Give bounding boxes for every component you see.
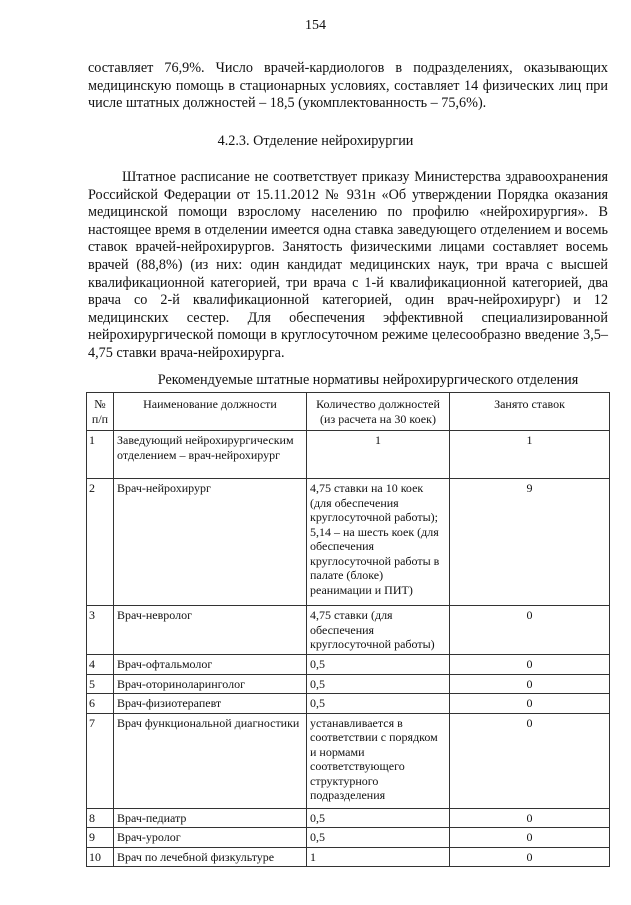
row-no: 9 bbox=[87, 828, 114, 848]
table-row bbox=[87, 479, 610, 606]
row-taken: 0 bbox=[450, 655, 610, 675]
table-row bbox=[87, 828, 610, 848]
main-paragraph: Штатное расписание не соответствует приказу Министерства здравоохранения Российской Федерации от 15.11.2012 № 931н «Об утверждении Порядка оказания медицинской помощи взрослому населению по профилю «нейрохирургия». В настоящее время в отделении имеется одна ставка заведующего отделением и восемь ставок врачей-нейрохирургов. Занятость физическими лицами составляет восемь врачей (88,8%) (из них: один кандидат медицинских наук, три врача с высшей квалификационной категорией, три врача с 1-й квалификационной категорией, два врача со 2-й квалификационной категорией, один врач-нейрохирург) и 12 медицинских сестер. Для обеспечения эффективной специализированной нейрохирургической помощи в круглосуточном режиме целесообразно введение 3,5–4,75 ставки врача-нейрохирурга. bbox=[88, 169, 608, 361]
top-paragraph: составляет 76,9%. Число врачей-кардиологов в подразделениях, оказывающих медицинскую помощь в стационарных условиях, составляет 14 физических лиц при числе штатных должностей – 18,5 (укомплектованность – 75,6%). bbox=[88, 60, 608, 112]
row-no: 6 bbox=[87, 694, 114, 714]
row-taken: 0 bbox=[450, 713, 610, 808]
row-no: 2 bbox=[87, 479, 114, 606]
row-taken: 9 bbox=[450, 479, 610, 606]
table-row bbox=[87, 606, 610, 655]
header-no: № п/п bbox=[87, 393, 114, 431]
header-taken: Занято ставок bbox=[450, 393, 610, 431]
table-row bbox=[87, 655, 610, 675]
section-title: 4.2.3. Отделение нейрохирургии bbox=[217, 133, 414, 149]
row-taken: 0 bbox=[450, 606, 610, 655]
row-no: 4 bbox=[87, 655, 114, 675]
row-no: 7 bbox=[87, 713, 114, 808]
row-qty: 4,75 ставки на 10 коек (для обеспечения круглосуточной работы); 5,14 – на шесть коек (для обеспечения круглосуточной работы в палате (блоке) реанимации и ПИТ) bbox=[307, 479, 450, 606]
table-row bbox=[87, 847, 610, 867]
row-no: 5 bbox=[87, 674, 114, 694]
row-qty: 1 bbox=[307, 431, 450, 479]
row-qty: 0,5 bbox=[307, 828, 450, 848]
row-qty: устанавливается в соответствии с порядком и нормами соответствующего структурного подразделения bbox=[307, 713, 450, 808]
table-row bbox=[87, 808, 610, 828]
row-qty: 0,5 bbox=[307, 655, 450, 675]
row-qty: 0,5 bbox=[307, 694, 450, 714]
row-taken: 0 bbox=[450, 694, 610, 714]
table-row bbox=[87, 713, 610, 808]
row-qty: 4,75 ставки (для обеспечения круглосуточной работы) bbox=[307, 606, 450, 655]
row-no: 1 bbox=[87, 431, 114, 479]
row-no: 10 bbox=[87, 847, 114, 867]
table-caption: Рекомендуемые штатные нормативы нейрохирургического отделения bbox=[157, 372, 579, 388]
row-no: 8 bbox=[87, 808, 114, 828]
page-number: 154 bbox=[305, 18, 326, 33]
row-name: Врач по лечебной физкультуре bbox=[114, 847, 307, 867]
row-name: Врач-оториноларинголог bbox=[114, 674, 307, 694]
header-qty: Количество должностей (из расчета на 30 коек) bbox=[307, 393, 450, 431]
row-no: 3 bbox=[87, 606, 114, 655]
row-name: Врач-физиотерапевт bbox=[114, 694, 307, 714]
table-header-row bbox=[87, 393, 610, 431]
row-qty: 0,5 bbox=[307, 808, 450, 828]
row-name: Заведующий нейрохирургическим отделением – врач-нейрохирург bbox=[114, 431, 307, 479]
row-qty: 1 bbox=[307, 847, 450, 867]
table-row bbox=[87, 694, 610, 714]
row-taken: 0 bbox=[450, 674, 610, 694]
staffing-table bbox=[86, 392, 610, 867]
row-name: Врач-уролог bbox=[114, 828, 307, 848]
row-name: Врач-педиатр bbox=[114, 808, 307, 828]
row-name: Врач-нейрохирург bbox=[114, 479, 307, 606]
table-row bbox=[87, 674, 610, 694]
table-row bbox=[87, 431, 610, 479]
row-qty: 0,5 bbox=[307, 674, 450, 694]
header-name: Наименование должности bbox=[114, 393, 307, 431]
row-taken: 1 bbox=[450, 431, 610, 479]
row-taken: 0 bbox=[450, 828, 610, 848]
row-taken: 0 bbox=[450, 808, 610, 828]
row-name: Врач-офтальмолог bbox=[114, 655, 307, 675]
row-name: Врач-невролог bbox=[114, 606, 307, 655]
row-taken: 0 bbox=[450, 847, 610, 867]
row-name: Врач функциональной диагностики bbox=[114, 713, 307, 808]
